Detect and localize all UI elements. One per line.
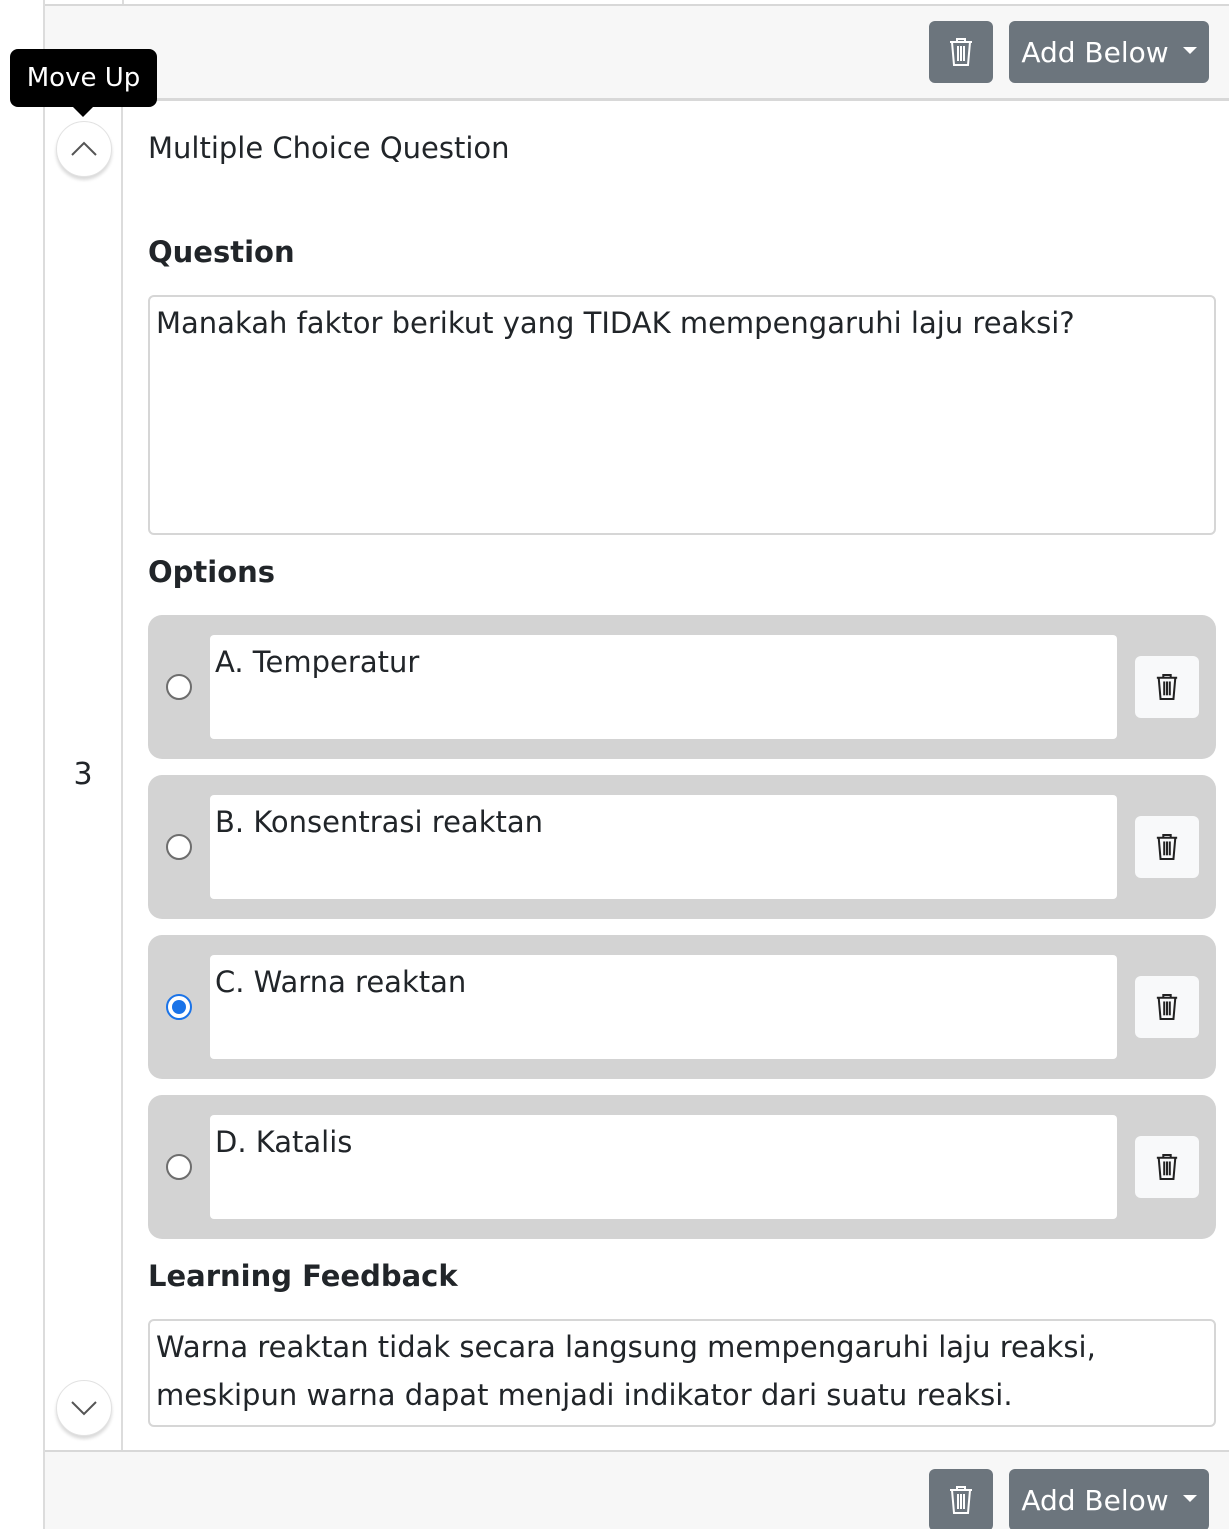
top-toolbar	[45, 4, 1229, 101]
trash-icon	[948, 1485, 974, 1515]
delete-question-button[interactable]	[929, 1469, 993, 1529]
add-below-button[interactable]	[1009, 1469, 1209, 1529]
option-row	[148, 935, 1216, 1079]
chevron-down-icon	[70, 1400, 98, 1416]
option-row	[148, 615, 1216, 759]
question-label: Question	[148, 235, 295, 269]
caret-down-icon	[1183, 1495, 1197, 1502]
delete-option-button[interactable]	[1135, 816, 1199, 878]
feedback-textarea[interactable]: Warna reaktan tidak secara langsung mempengaruhi laju reaksi, meskipun warna dapat menjadi indikator dari suatu reaksi.	[148, 1319, 1216, 1427]
option-row	[148, 1095, 1216, 1239]
option-radio[interactable]	[166, 1154, 192, 1180]
add-below-label: Add Below	[1021, 1483, 1169, 1517]
option-text-input[interactable]: D. Katalis	[210, 1115, 1117, 1219]
question-type-title: Multiple Choice Question	[148, 131, 510, 165]
move-down-button[interactable]	[56, 1380, 112, 1436]
move-up-tooltip: Move Up	[10, 49, 157, 107]
feedback-label: Learning Feedback	[148, 1259, 458, 1293]
question-number: 3	[73, 757, 93, 792]
option-text-input[interactable]: A. Temperatur	[210, 635, 1117, 739]
bottom-toolbar	[45, 1450, 1229, 1529]
option-radio[interactable]	[166, 834, 192, 860]
chevron-up-icon	[70, 141, 98, 157]
delete-question-button[interactable]	[929, 21, 993, 83]
trash-icon	[1155, 833, 1179, 861]
options-label: Options	[148, 555, 276, 589]
trash-icon	[1155, 993, 1179, 1021]
caret-down-icon	[1183, 47, 1197, 54]
add-below-button[interactable]	[1009, 21, 1209, 83]
delete-option-button[interactable]	[1135, 1136, 1199, 1198]
question-side-column	[45, 101, 123, 1450]
move-up-button[interactable]	[56, 121, 112, 177]
delete-option-button[interactable]	[1135, 656, 1199, 718]
trash-icon	[1155, 673, 1179, 701]
question-textarea[interactable]: Manakah faktor berikut yang TIDAK mempengaruhi laju reaksi?	[148, 295, 1216, 535]
option-text-input[interactable]: B. Konsentrasi reaktan	[210, 795, 1117, 899]
add-below-label: Add Below	[1021, 35, 1169, 69]
option-text-input[interactable]: C. Warna reaktan	[210, 955, 1117, 1059]
delete-option-button[interactable]	[1135, 976, 1199, 1038]
option-radio[interactable]	[166, 674, 192, 700]
option-row	[148, 775, 1216, 919]
trash-icon	[948, 37, 974, 67]
trash-icon	[1155, 1153, 1179, 1181]
option-radio-selected[interactable]	[166, 994, 192, 1020]
